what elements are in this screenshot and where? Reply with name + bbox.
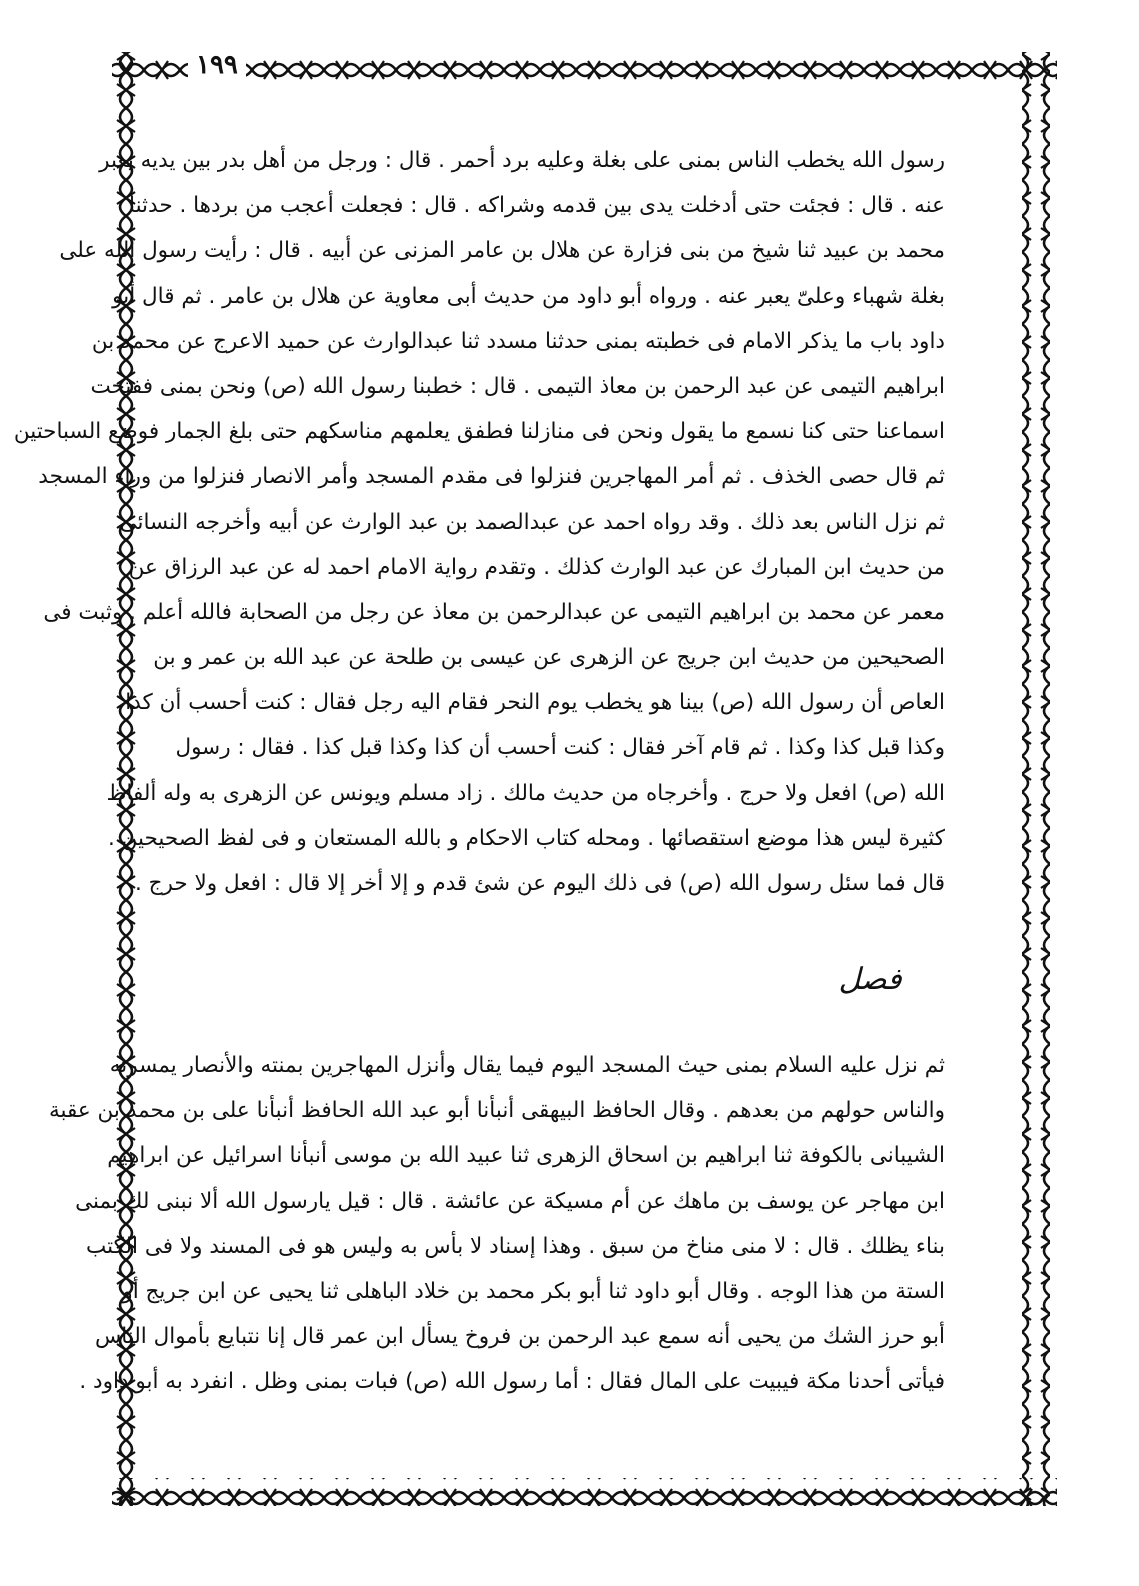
text-line: من حديث ابن المبارك عن عبد الوارث كذلك . وتقدم رواية الامام احمد له عن عبد الرزاق عن — [128, 554, 945, 580]
text-line: اسماعنا حتى كنا نسمع ما يقول ونحن فى منازلنا فطفق يعلمهم مناسكهم حتى بلغ الجمار فوضع السباحتين — [13, 419, 945, 445]
text-line: داود باب ما يذكر الامام فى خطبته بمنى حدثنا مسدد ثنا عبدالوارث عن حميد الاعرج عن محمد بن — [91, 328, 945, 354]
text-line: ابراهيم التيمى عن عبد الرحمن بن معاذ التيمى . قال : خطبنا رسول الله (ص) ونحن بمنى ففتحت — [90, 373, 945, 399]
text-line: الصحيحين من حديث ابن جريج عن الزهرى عن عيسى بن طلحة عن عبد الله بن عمر و بن — [153, 645, 945, 671]
text-line: قال فما سئل رسول الله (ص) فى ذلك اليوم عن شئ قدم و إلا أخر إلا قال : افعل ولا حرج . — [134, 871, 945, 896]
paragraph-2 — [49, 1043, 945, 1405]
text-line: بناء يظلك . قال : لا منى مناخ من سبق . وهذا إسناد لا بأس به وليس هو فى المسند ولا فى الكتب — [86, 1233, 945, 1259]
page-number: ١٩٩ — [188, 50, 246, 80]
text-line: رسول الله يخطب الناس بمنى على بغلة وعليه برد أحمر . قال : ورجل من أهل بدر بين يديه يعبر — [99, 148, 945, 173]
text-line: بغلة شهباء وعلىّ يعبر عنه . ورواه أبو داود من حديث أبى معاوية عن هلال بن عامر . ثم قال أبو — [112, 283, 945, 309]
text-line: أبو حرز الشك من يحيى أنه سمع عبد الرحمن بن فروخ يسأل ابن عمر قال إنا نتبايع بأموال الناس — [94, 1324, 945, 1350]
text-line: الشيبانى بالكوفة ثنا ابراهيم بن اسحاق الزهرى ثنا عبيد الله بن موسى أنبأنا اسرائيل عن ابراهيم — [107, 1143, 945, 1169]
text-line: عنه . قال : فجئت حتى أدخلت يدى بين قدمه وشراكه . قال : فجعلت أعجب من بردها . حدثنا — [129, 193, 945, 219]
text-line: الستة من هذا الوجه . وقال أبو داود ثنا أبو بكر محمد بن خلاد الباهلى ثنا يحيى عن ابن جريج أو — [122, 1278, 945, 1304]
text-line: العاص أن رسول الله (ص) بينا هو يخطب يوم النحر فقام اليه رجل فقال : كنت أحسب أن كذا — [125, 690, 945, 716]
text-line: فيأتى أحدنا مكة فيبيت على المال فقال : أما رسول الله (ص) فبات بمنى وظل . انفرد به أبو داود . — [79, 1369, 945, 1395]
text-line: محمد بن عبيد ثنا شيخ من بنى فزارة عن هلال بن عامر المزنى عن أبيه . قال : رأيت رسول الله على — [59, 238, 945, 264]
text-line: الله (ص) افعل ولا حرج . وأخرجاه من حديث مالك . زاد مسلم ويونس عن الزهرى به وله ألفاظ — [106, 780, 945, 806]
text-line: وكذا قبل كذا وكذا . ثم قام آخر فقال : كنت أحسب أن كذا وكذا قبل كذا . فقال : رسول — [175, 735, 945, 761]
border-right — [1022, 52, 1050, 1506]
border-top — [112, 52, 1057, 80]
text-line: والناس حولهم من بعدهم . وقال الحافظ البيهقى أنبأنا أبو عبد الله الحافظ أنبأنا على بن محمد بن عقبة — [49, 1098, 945, 1124]
text-line: ثم نزل عليه السلام بمنى حيث المسجد اليوم فيما يقال وأنزل المهاجرين بمنته والأنصار يمسرته — [109, 1053, 945, 1078]
paragraph-1 — [13, 138, 945, 906]
text-line: معمر عن محمد بن ابراهيم التيمى عن عبدالرحمن بن معاذ عن رجل من الصحابة فالله أعلم . وثبت فى — [43, 599, 945, 625]
text-line: كثيرة ليس هذا موضع استقصائها . ومحله كتاب الاحكام و بالله المستعان و فى لفظ الصحيحين . — [107, 825, 945, 851]
text-line: ابن مهاجر عن يوسف بن ماهك عن أم مسيكة عن عائشة . قال : قيل يارسول الله ألا نبنى لك بمنى — [75, 1188, 945, 1214]
text-line: ثم قال حصى الخذف . ثم أمر المهاجرين فنزلوا فى مقدم المسجد وأمر الانصار فنزلوا من وراء المسجد — [38, 464, 945, 490]
border-bottom — [112, 1478, 1057, 1506]
text-line: ثم نزل الناس بعد ذلك . وقد رواه احمد عن عبدالصمد بن عبد الوارث عن أبيه وأخرجه النسائى — [119, 509, 945, 535]
section-heading: فصل — [838, 962, 902, 997]
